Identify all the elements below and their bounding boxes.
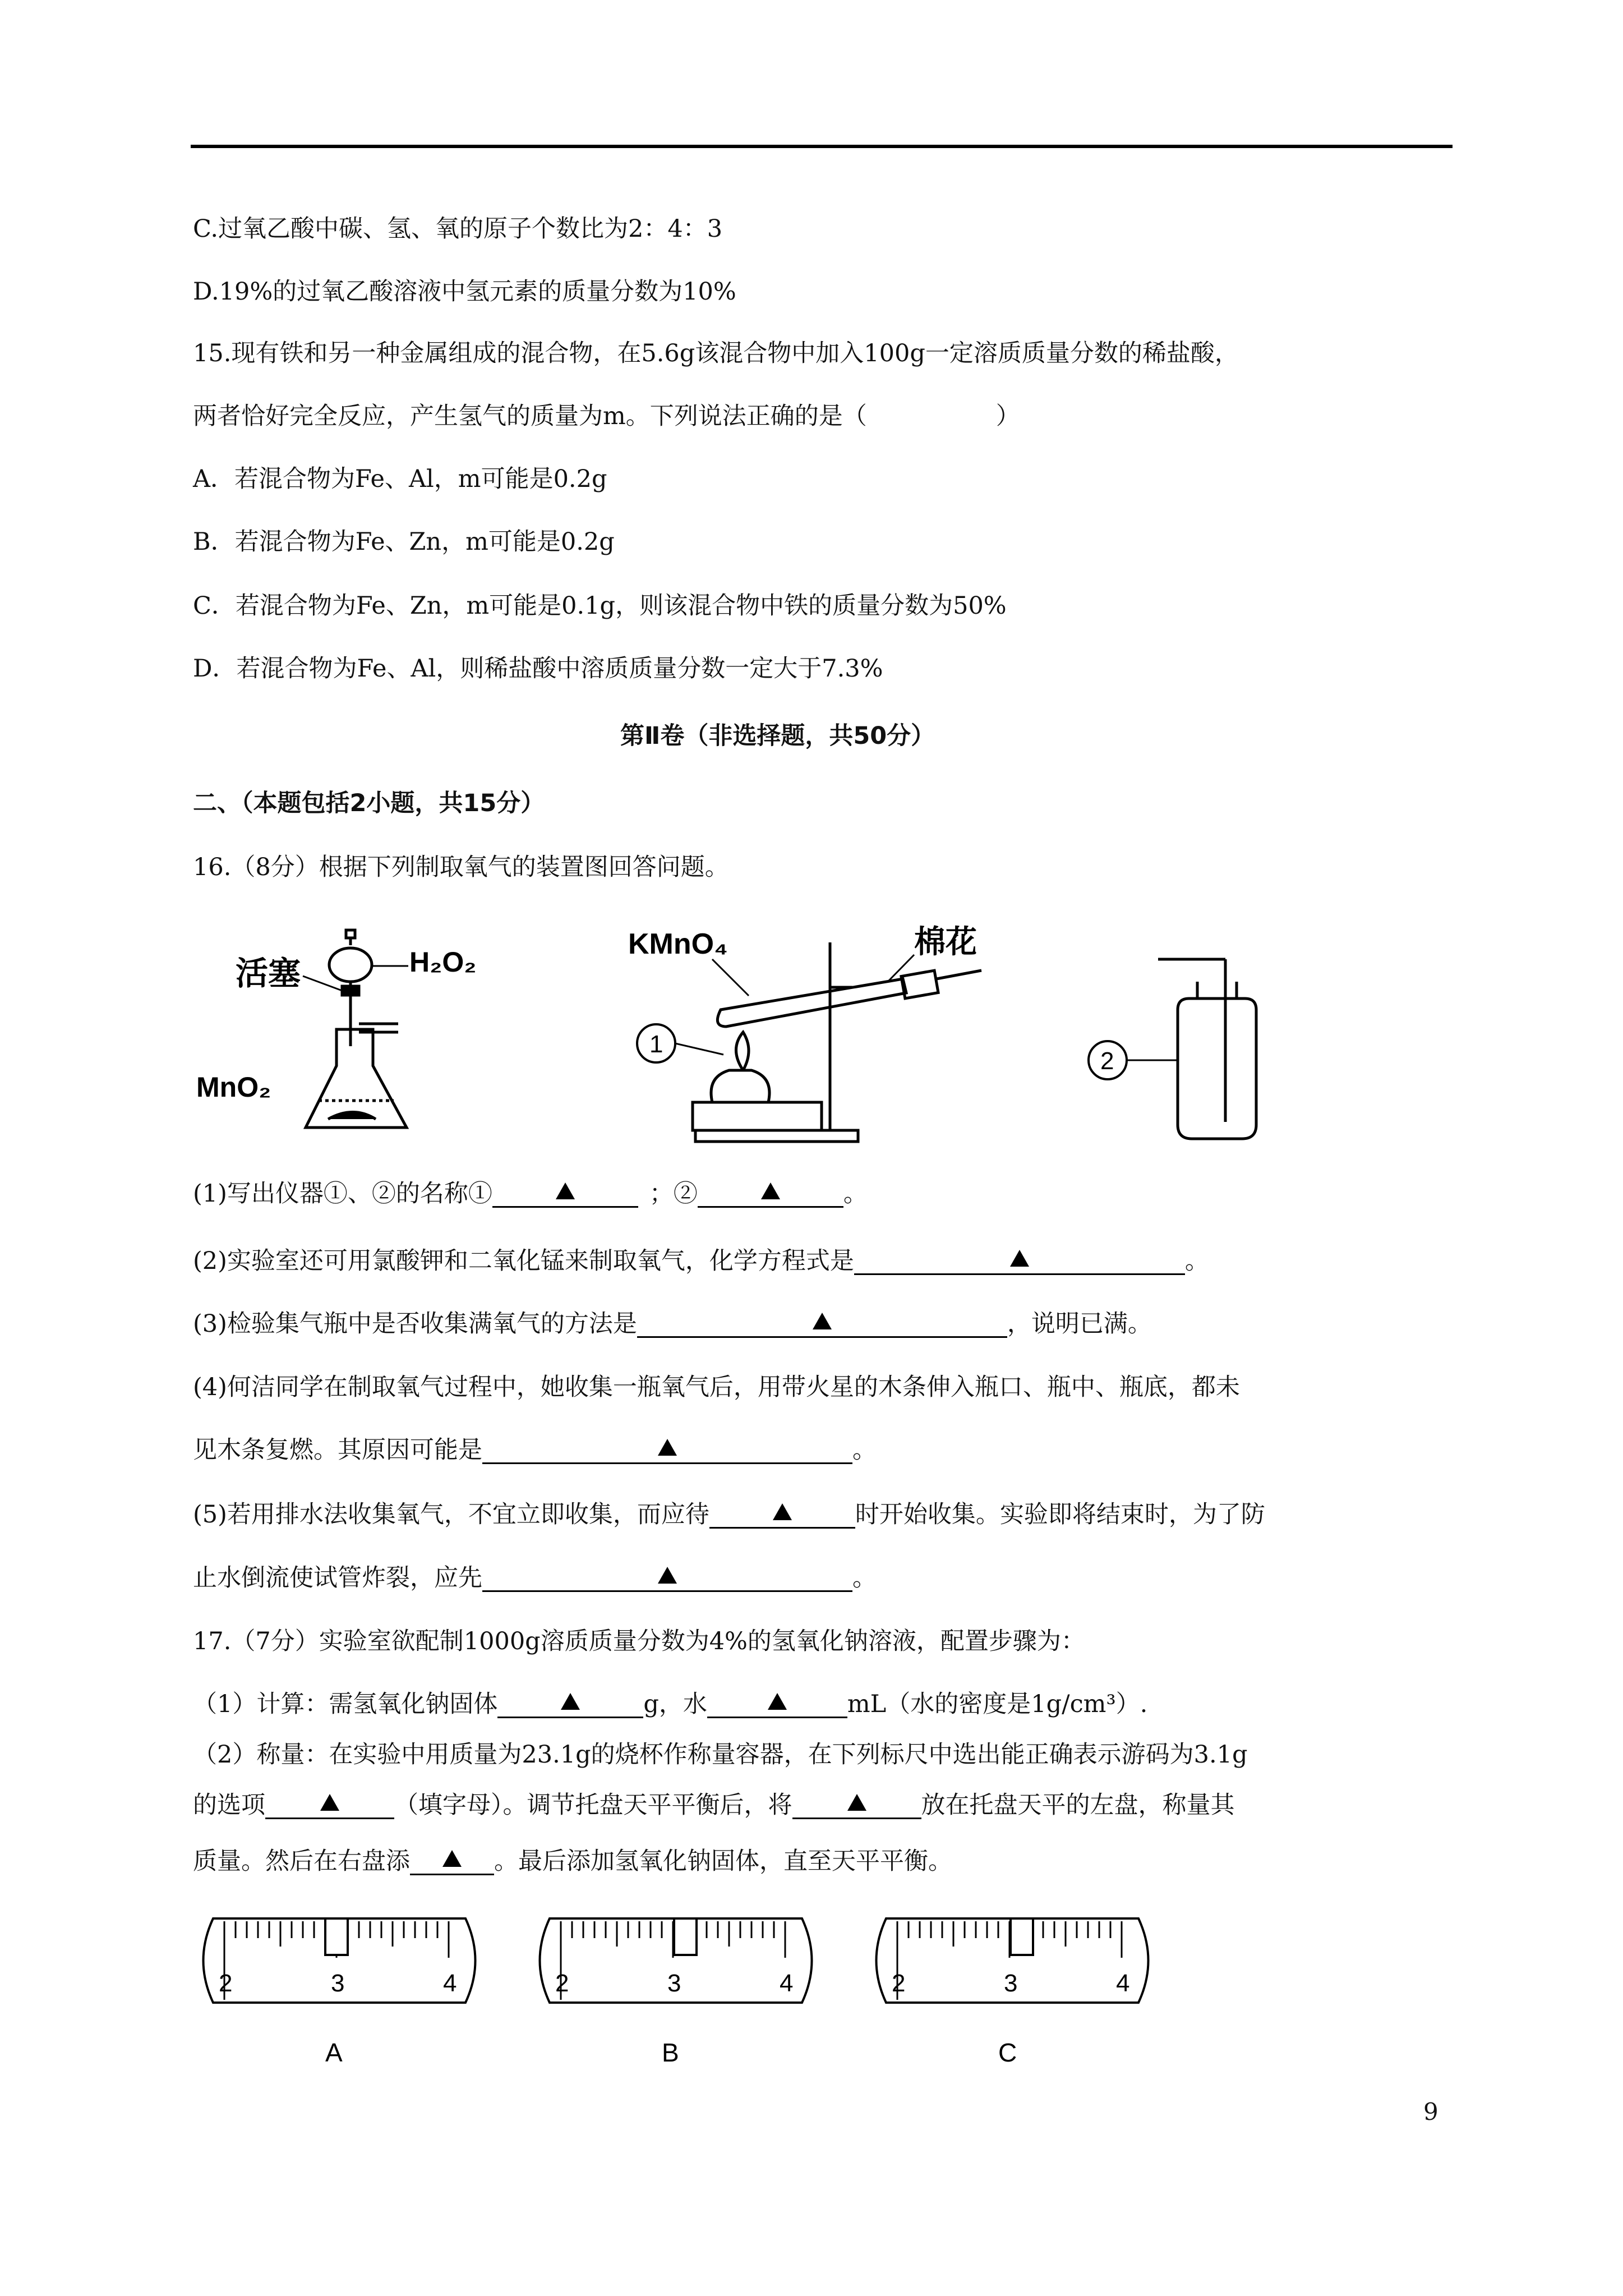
q17-part2-line2: 的选项 （填字母）。调节托盘天平平衡后，将 放在托盘天平的左盘，称量其 <box>193 1788 1235 1822</box>
q16-part4-line1: (4)何洁同学在制取氧气过程中，她收集一瓶氧气后，用带火星的木条伸入瓶口、瓶中、瓶底，都未 <box>193 1373 1240 1401</box>
q16-part5-line2: 止水倒流使试管炸裂，应先 。 <box>193 1561 877 1595</box>
ruler-option-label: C <box>998 2038 1017 2067</box>
answer-blank[interactable] <box>265 1788 394 1819</box>
answer-blank[interactable] <box>482 1433 852 1464</box>
q16-stem: 16.（8分）根据下列制取氧气的装置图回答问题。 <box>193 853 729 881</box>
q15-option-c: C．若混合物为Fe、Zn，m可能是0.1g，则该混合物中铁的质量分数为50% <box>193 592 1007 620</box>
ruler-a <box>204 1918 476 2067</box>
q16-part5-line1: (5)若用排水法收集氧气，不宜立即收集，而应待 时开始收集。实验即将结束时，为了防 <box>193 1498 1265 1531</box>
answer-marker-icon <box>442 1850 462 1867</box>
answer-marker-icon <box>320 1794 339 1811</box>
q17-part2-line3: 质量。然后在右盘添 。最后添加氢氧化钠固体，直至天平平衡。 <box>193 1844 952 1878</box>
q17-part2-line1: （2）称量：在实验中用质量为23.1g的烧杯作称量容器，在下列标尺中选出能正确表示游码为3.1g <box>193 1741 1248 1769</box>
answer-marker-icon <box>813 1313 832 1329</box>
circle-two-label: 2 <box>1100 1047 1114 1075</box>
answer-blank[interactable] <box>492 1177 638 1208</box>
answer-marker-icon <box>556 1182 575 1199</box>
answer-marker-icon <box>561 1693 580 1710</box>
header-rule <box>191 145 1453 148</box>
q15-stem-line1: 15.现有铁和另一种金属组成的混合物，在5.6g该混合物中加入100g一定溶质质量分数的稀盐酸， <box>193 339 1239 367</box>
ruler-tick-label: 3 <box>331 1970 345 1997</box>
page-number: 9 <box>1423 2098 1438 2125</box>
q16-part4-line2: 见木条复燃。其原因可能是 。 <box>193 1433 877 1467</box>
answer-blank[interactable] <box>854 1244 1185 1275</box>
answer-blank[interactable] <box>497 1687 643 1718</box>
answer-marker-icon <box>658 1567 677 1584</box>
ruler-slider <box>674 1918 697 1955</box>
answer-blank[interactable] <box>709 1498 855 1529</box>
answer-blank[interactable] <box>410 1844 494 1875</box>
q14-option-c: C.过氧乙酸中碳、氢、氧的原子个数比为2：4：3 <box>193 215 723 243</box>
q17-stem: 17.（7分）实验室欲配制1000g溶质质量分数为4%的氢氧化钠溶液，配置步骤为： <box>193 1627 1085 1655</box>
answer-blank[interactable] <box>698 1177 843 1208</box>
ruler-option-label: A <box>325 2038 343 2067</box>
q15-stem-line2: 两者恰好完全反应，产生氢气的质量为m。下列说法正确的是（ ） <box>193 402 1020 430</box>
q15-option-b: B．若混合物为Fe、Zn，m可能是0.2g <box>193 528 615 556</box>
answer-marker-icon <box>847 1794 866 1811</box>
kmno4-label: KMnO₄ <box>628 928 728 960</box>
q17-part1: （1）计算：需氢氧化钠固体 g，水 mL（水的密度是1g/cm³）. <box>193 1687 1147 1721</box>
answer-blank[interactable] <box>482 1561 852 1592</box>
answer-blank[interactable] <box>707 1687 847 1718</box>
part2-heading: 二、（本题包括2小题，共15分） <box>193 789 545 817</box>
ruler-tick-label: 4 <box>1116 1970 1130 1997</box>
answer-marker-icon <box>773 1503 792 1520</box>
q16-part2: (2)实验室还可用氯酸钾和二氧化锰来制取氧气，化学方程式是 。 <box>193 1244 1209 1278</box>
ruler-slider <box>1011 1918 1033 1955</box>
q16-part3: (3)检验集气瓶中是否收集满氧气的方法是 ，说明已满。 <box>193 1307 1152 1341</box>
oxygen-apparatus-figure <box>191 920 1267 1144</box>
test-tube-apparatus <box>693 942 981 1142</box>
ruler-tick-label: 2 <box>219 1970 233 1997</box>
section-title: 第Ⅱ卷（非选择题，共50分） <box>620 722 935 750</box>
h2o2-label: H₂O₂ <box>409 946 477 978</box>
ruler-slider <box>325 1918 348 1955</box>
ruler-tick-label: 3 <box>667 1970 681 1997</box>
ruler-c <box>877 1918 1149 2067</box>
answer-blank[interactable] <box>792 1788 921 1819</box>
q16-part1: (1)写出仪器①、②的名称① ；② 。 <box>193 1177 868 1211</box>
answer-marker-icon <box>768 1693 787 1710</box>
answer-blank[interactable] <box>637 1307 1007 1338</box>
ruler-tick-label: 2 <box>555 1970 569 1997</box>
ruler-tick-label: 2 <box>892 1970 906 1997</box>
rulers-figure <box>191 1907 1200 2076</box>
ruler-option-label: B <box>662 2038 679 2067</box>
answer-marker-icon <box>761 1182 780 1199</box>
gas-collecting-bottle <box>1158 959 1256 1139</box>
ruler-tick-label: 3 <box>1004 1970 1018 1997</box>
mno2-label: MnO₂ <box>196 1071 271 1103</box>
answer-marker-icon <box>1010 1250 1029 1267</box>
cotton-label: 棉花 <box>914 924 977 959</box>
ruler-b <box>540 1918 812 2067</box>
ruler-tick-label: 4 <box>780 1970 794 1997</box>
ruler-tick-label: 4 <box>443 1970 457 1997</box>
q15-option-d: D．若混合物为Fe、Al，则稀盐酸中溶质质量分数一定大于7.3% <box>193 655 883 683</box>
conical-flask-apparatus <box>306 930 407 1128</box>
stopcock-label: 活塞 <box>236 955 301 992</box>
q14-option-d: D.19%的过氧乙酸溶液中氢元素的质量分数为10% <box>193 278 736 306</box>
answer-marker-icon <box>658 1439 677 1456</box>
q15-option-a: A．若混合物为Fe、Al，m可能是0.2g <box>193 465 607 493</box>
circle-one-label: 1 <box>649 1030 663 1058</box>
